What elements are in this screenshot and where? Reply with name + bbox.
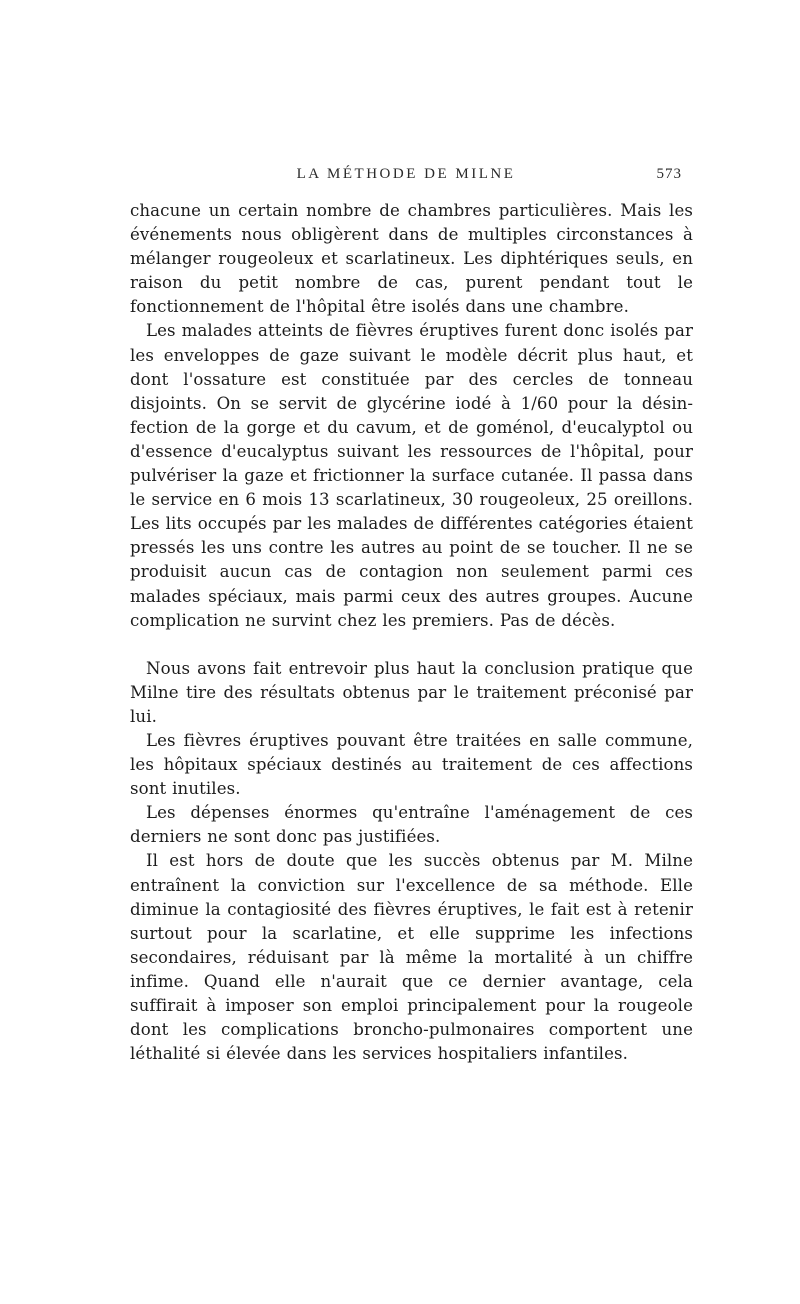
running-title: LA MÉTHODE DE MILNE: [296, 166, 516, 182]
paragraph-conclusion-intro: Nous avons fait entrevoir plus haut la conclusion pratique que Milne tire des résultats obtenus par le traitement préconisé par lui.: [130, 658, 693, 726]
paragraph-expenses: Les dépenses énormes qu'entraîne l'aménagement de ces derniers ne sont donc pas justifiées.: [130, 803, 693, 847]
section-gap: [130, 633, 693, 657]
body-text: [130, 199, 693, 1066]
paragraph-continuation: chacune un certain nombre de chambres particulières. Mais les événements nous obligèrent dans de multiples circonstances à mélanger rougeoleux et scarlatineux. Les diphtériques seuls, en raison du petit nombre de cas, purent pendant tout le fonctionnement de l'hôpital être isolés dans une chambre.: [130, 201, 693, 317]
page-number: 573: [656, 166, 682, 182]
paragraph-common-ward: Les fièvres éruptives pouvant être traitées en salle commune, les hôpitaux spéciaux destinés au traitement de ces affections sont inutiles.: [130, 730, 693, 799]
paragraph-method-excellence: Il est hors de doute que les succès obtenus par M. Milne entraînent la conviction sur l'excellence de sa méthode. Elle diminue la contagiosité des fièvres éruptives, le fait est à retenir surtout pour la scarlatine, et elle supprime les infections secondaires, réduisant par là même la mortalité à un chiffre infime. Quand elle n'aurait que ce dernier avantage, cela suffirait à imposer son emploi principalement pour la rougeole dont les complications broncho-pulmonaires comportent une léthalité si élevée dans les services hospitaliers infantiles.: [130, 851, 693, 1064]
paragraph-isolation: Les malades atteints de fièvres éruptives furent donc isolés par les enveloppes de gaze suivant le modèle décrit plus haut, et dont l'ossature est constituée par des cercles de tonneau disjoints. On se servit de glycérine iodé à 1/60 pour la désinfection de la gorge et du cavum, et de goménol, d'eucalyptol ou d'essence d'eucalyptus suivant les ressources de l'hôpital, pour pulvériser la gaze et frictionner la surface cutanée. Il passa dans le service en 6 mois 13 scarlatineux, 30 rougeoleux, 25 oreillons. Les lits occupés par les malades de différentes catégories étaient pressés les uns contre les autres au point de se toucher. Il ne se produisit aucun cas de contagion non seulement parmi ces malades spéciaux, mais parmi ceux des autres groupes. Aucune complication ne survint chez les premiers. Pas de décès.: [130, 321, 693, 630]
running-head: [130, 166, 682, 190]
